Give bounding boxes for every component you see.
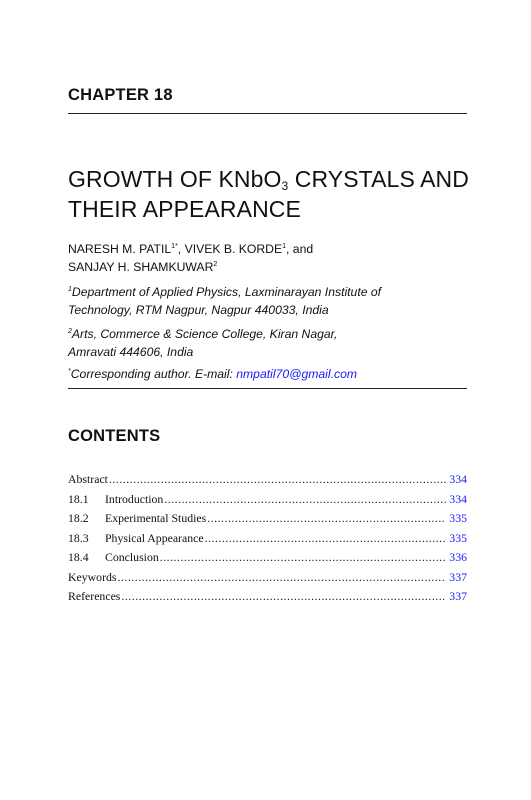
toc-number: 18.4 bbox=[68, 550, 89, 564]
toc-label: Conclusion bbox=[105, 550, 159, 564]
author-1-name: NARESH M. PATIL bbox=[68, 242, 172, 256]
toc-label: Experimental Studies bbox=[105, 511, 207, 525]
section-rule bbox=[68, 388, 467, 389]
title-subscript: 3 bbox=[281, 179, 289, 193]
toc-entry-keywords[interactable] bbox=[68, 570, 467, 590]
affiliation-1-line1: Department of Applied Physics, Laxminarayan Institute of bbox=[71, 285, 382, 299]
corresponding-text: Corresponding author. E-mail: bbox=[70, 367, 237, 381]
chapter-label: CHAPTER 18 bbox=[68, 86, 173, 104]
toc-entry-physical-appearance[interactable] bbox=[68, 531, 467, 551]
toc-entry-experimental-studies[interactable] bbox=[68, 511, 467, 531]
author-3-sup: 2 bbox=[213, 260, 218, 268]
title-line2: THEIR APPEARANCE bbox=[68, 196, 301, 222]
toc-page-link[interactable]: 334 bbox=[449, 491, 467, 506]
chapter-title bbox=[68, 166, 488, 222]
toc-entry-introduction[interactable] bbox=[68, 492, 467, 512]
affiliation-1 bbox=[68, 283, 468, 319]
email-link[interactable]: nmpatil70@gmail.com bbox=[236, 367, 358, 381]
author-2-sup: 1 bbox=[282, 242, 287, 250]
table-of-contents bbox=[68, 472, 467, 609]
author-1-sup: 1* bbox=[171, 242, 178, 250]
toc-page-link[interactable]: 334 bbox=[449, 472, 467, 486]
author-and: , and bbox=[286, 242, 314, 256]
toc-page-link[interactable]: 336 bbox=[449, 550, 467, 564]
toc-page-link[interactable]: 337 bbox=[449, 569, 467, 584]
toc-leader bbox=[121, 589, 446, 604]
toc-leader bbox=[164, 492, 446, 507]
header-rule bbox=[68, 113, 467, 114]
toc-entry-references[interactable] bbox=[68, 589, 467, 609]
affiliation-2-sup: 2 bbox=[68, 327, 72, 335]
affiliation-2-line2: Amravati 444606, India bbox=[68, 345, 194, 359]
toc-label: Physical Appearance bbox=[105, 530, 204, 545]
title-part1: GROWTH OF KNbO bbox=[68, 166, 282, 192]
toc-number: 18.2 bbox=[68, 511, 89, 525]
author-list bbox=[68, 240, 313, 276]
toc-page-link[interactable]: 335 bbox=[449, 530, 467, 545]
toc-leader bbox=[160, 550, 446, 565]
affiliation-1-sup: 1 bbox=[68, 285, 72, 293]
author-2-name: , VIVEK B. KORDE bbox=[177, 242, 283, 256]
toc-number: 18.3 bbox=[68, 530, 89, 545]
toc-label: Keywords bbox=[68, 569, 117, 584]
toc-leader bbox=[109, 472, 446, 487]
toc-leader bbox=[118, 570, 447, 585]
affiliation-1-line2: Technology, RTM Nagpur, Nagpur 440033, India bbox=[68, 303, 329, 317]
toc-leader bbox=[207, 511, 446, 526]
toc-entry-abstract[interactable] bbox=[68, 472, 467, 492]
corresponding-author bbox=[68, 367, 357, 381]
toc-label: Abstract bbox=[68, 472, 108, 486]
toc-leader bbox=[205, 531, 446, 546]
toc-label: Introduction bbox=[105, 491, 164, 506]
affiliation-2 bbox=[68, 325, 468, 361]
title-part2: CRYSTALS AND bbox=[288, 166, 469, 192]
corresponding-sup: * bbox=[68, 367, 71, 375]
author-3-name: SANJAY H. SHAMKUWAR bbox=[68, 260, 214, 274]
toc-page-link[interactable]: 337 bbox=[449, 589, 467, 603]
contents-heading: CONTENTS bbox=[68, 427, 161, 445]
toc-page-link[interactable]: 335 bbox=[449, 511, 467, 525]
toc-number: 18.1 bbox=[68, 491, 89, 506]
toc-entry-conclusion[interactable] bbox=[68, 550, 467, 570]
toc-label: References bbox=[68, 589, 121, 603]
affiliation-2-line1: Arts, Commerce & Science College, Kiran Nagar, bbox=[71, 327, 338, 341]
